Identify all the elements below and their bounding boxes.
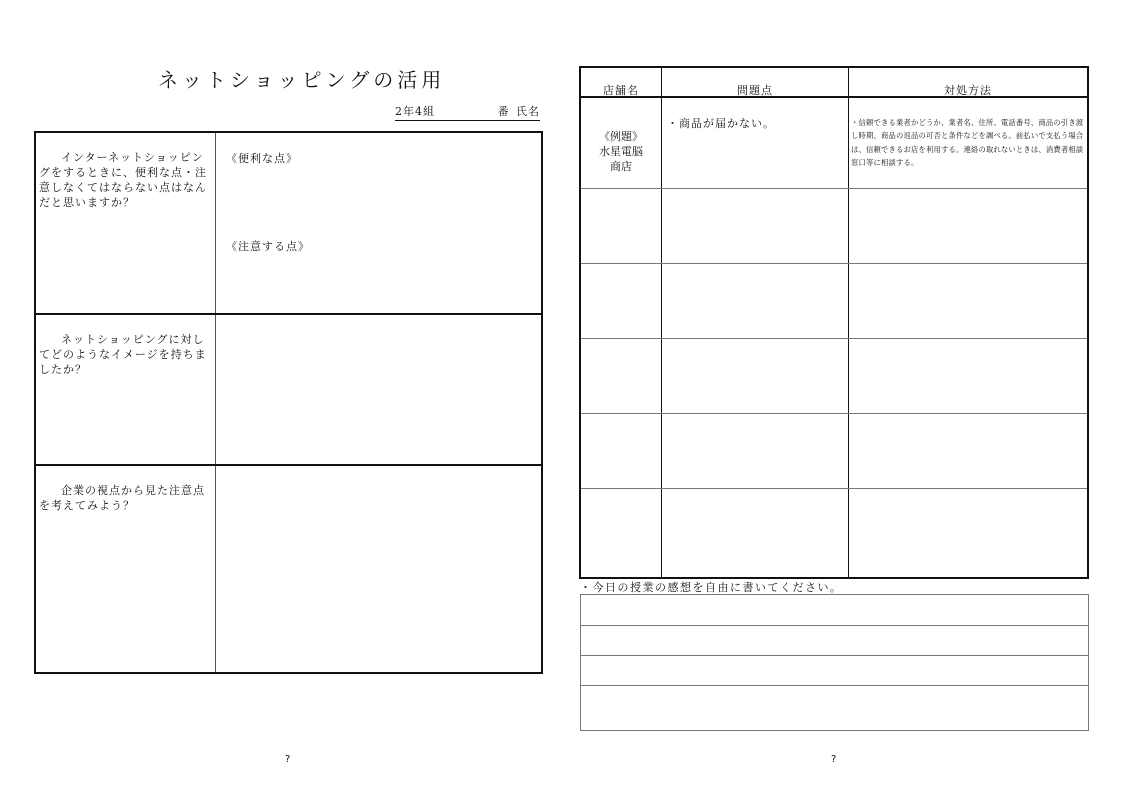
example-shop-line: 《例題》 (599, 130, 643, 143)
caution-points-label: 《注意する点》 (226, 240, 310, 253)
question-text: ネットショッピングに対してどのようなイメージを持ちましたか？ (36, 315, 216, 464)
example-shop-line: 商店 (610, 160, 632, 173)
writing-line (581, 625, 1088, 626)
impressions-label: ・今日の授業の感想を自由に書いてください。 (580, 581, 843, 594)
column-divider (661, 68, 662, 577)
example-solution: ・信頼できる業者かどうか、業者名、住所、電話番号、商品の引き渡し時期、商品の返品の可否と条件などを調べる。前払いで支払う場合は、信頼できるお店を利用する。連絡の取れないときは、消費者相談窓口等に相談する。 (851, 118, 1084, 167)
column-divider (848, 68, 849, 577)
question-text: インターネットショッピングをするときに、便利な点・注意しなくてはならない点はなんだと思いますか？ (36, 133, 216, 313)
shop-problem-table (579, 66, 1089, 579)
row-divider (581, 188, 1087, 189)
example-shop-name (581, 129, 661, 174)
convenient-points-label: 《便利な点》 (226, 152, 298, 165)
number-label: 番 (497, 105, 510, 118)
row-divider (581, 338, 1087, 339)
header-solution: 対処方法 (944, 84, 992, 97)
question-row-image (36, 315, 541, 466)
worksheet-title: ネットショッピングの活用 (158, 68, 446, 92)
impressions-box (580, 594, 1089, 731)
question-row-convenience (36, 133, 541, 315)
class-label: 2年4組 (395, 105, 435, 118)
row-divider (581, 413, 1087, 414)
row-divider (581, 488, 1087, 489)
question-row-business (36, 466, 541, 672)
header-problem: 問題点 (737, 84, 773, 97)
writing-line (581, 655, 1088, 656)
header-shop-name: 店舗名 (603, 84, 639, 97)
row-divider (581, 263, 1087, 264)
example-problem: ・商品が届かない。 (667, 117, 775, 130)
question-table (34, 131, 543, 674)
page-number-right: ? (831, 754, 837, 765)
student-info-line (395, 103, 540, 121)
question-text: 企業の視点から見た注意点を考えてみよう？ (36, 466, 216, 672)
name-label: 氏名 (515, 105, 540, 118)
page-number-left: ? (285, 754, 291, 765)
writing-line (581, 685, 1088, 686)
example-shop-line: 水星電脳 (599, 145, 643, 158)
